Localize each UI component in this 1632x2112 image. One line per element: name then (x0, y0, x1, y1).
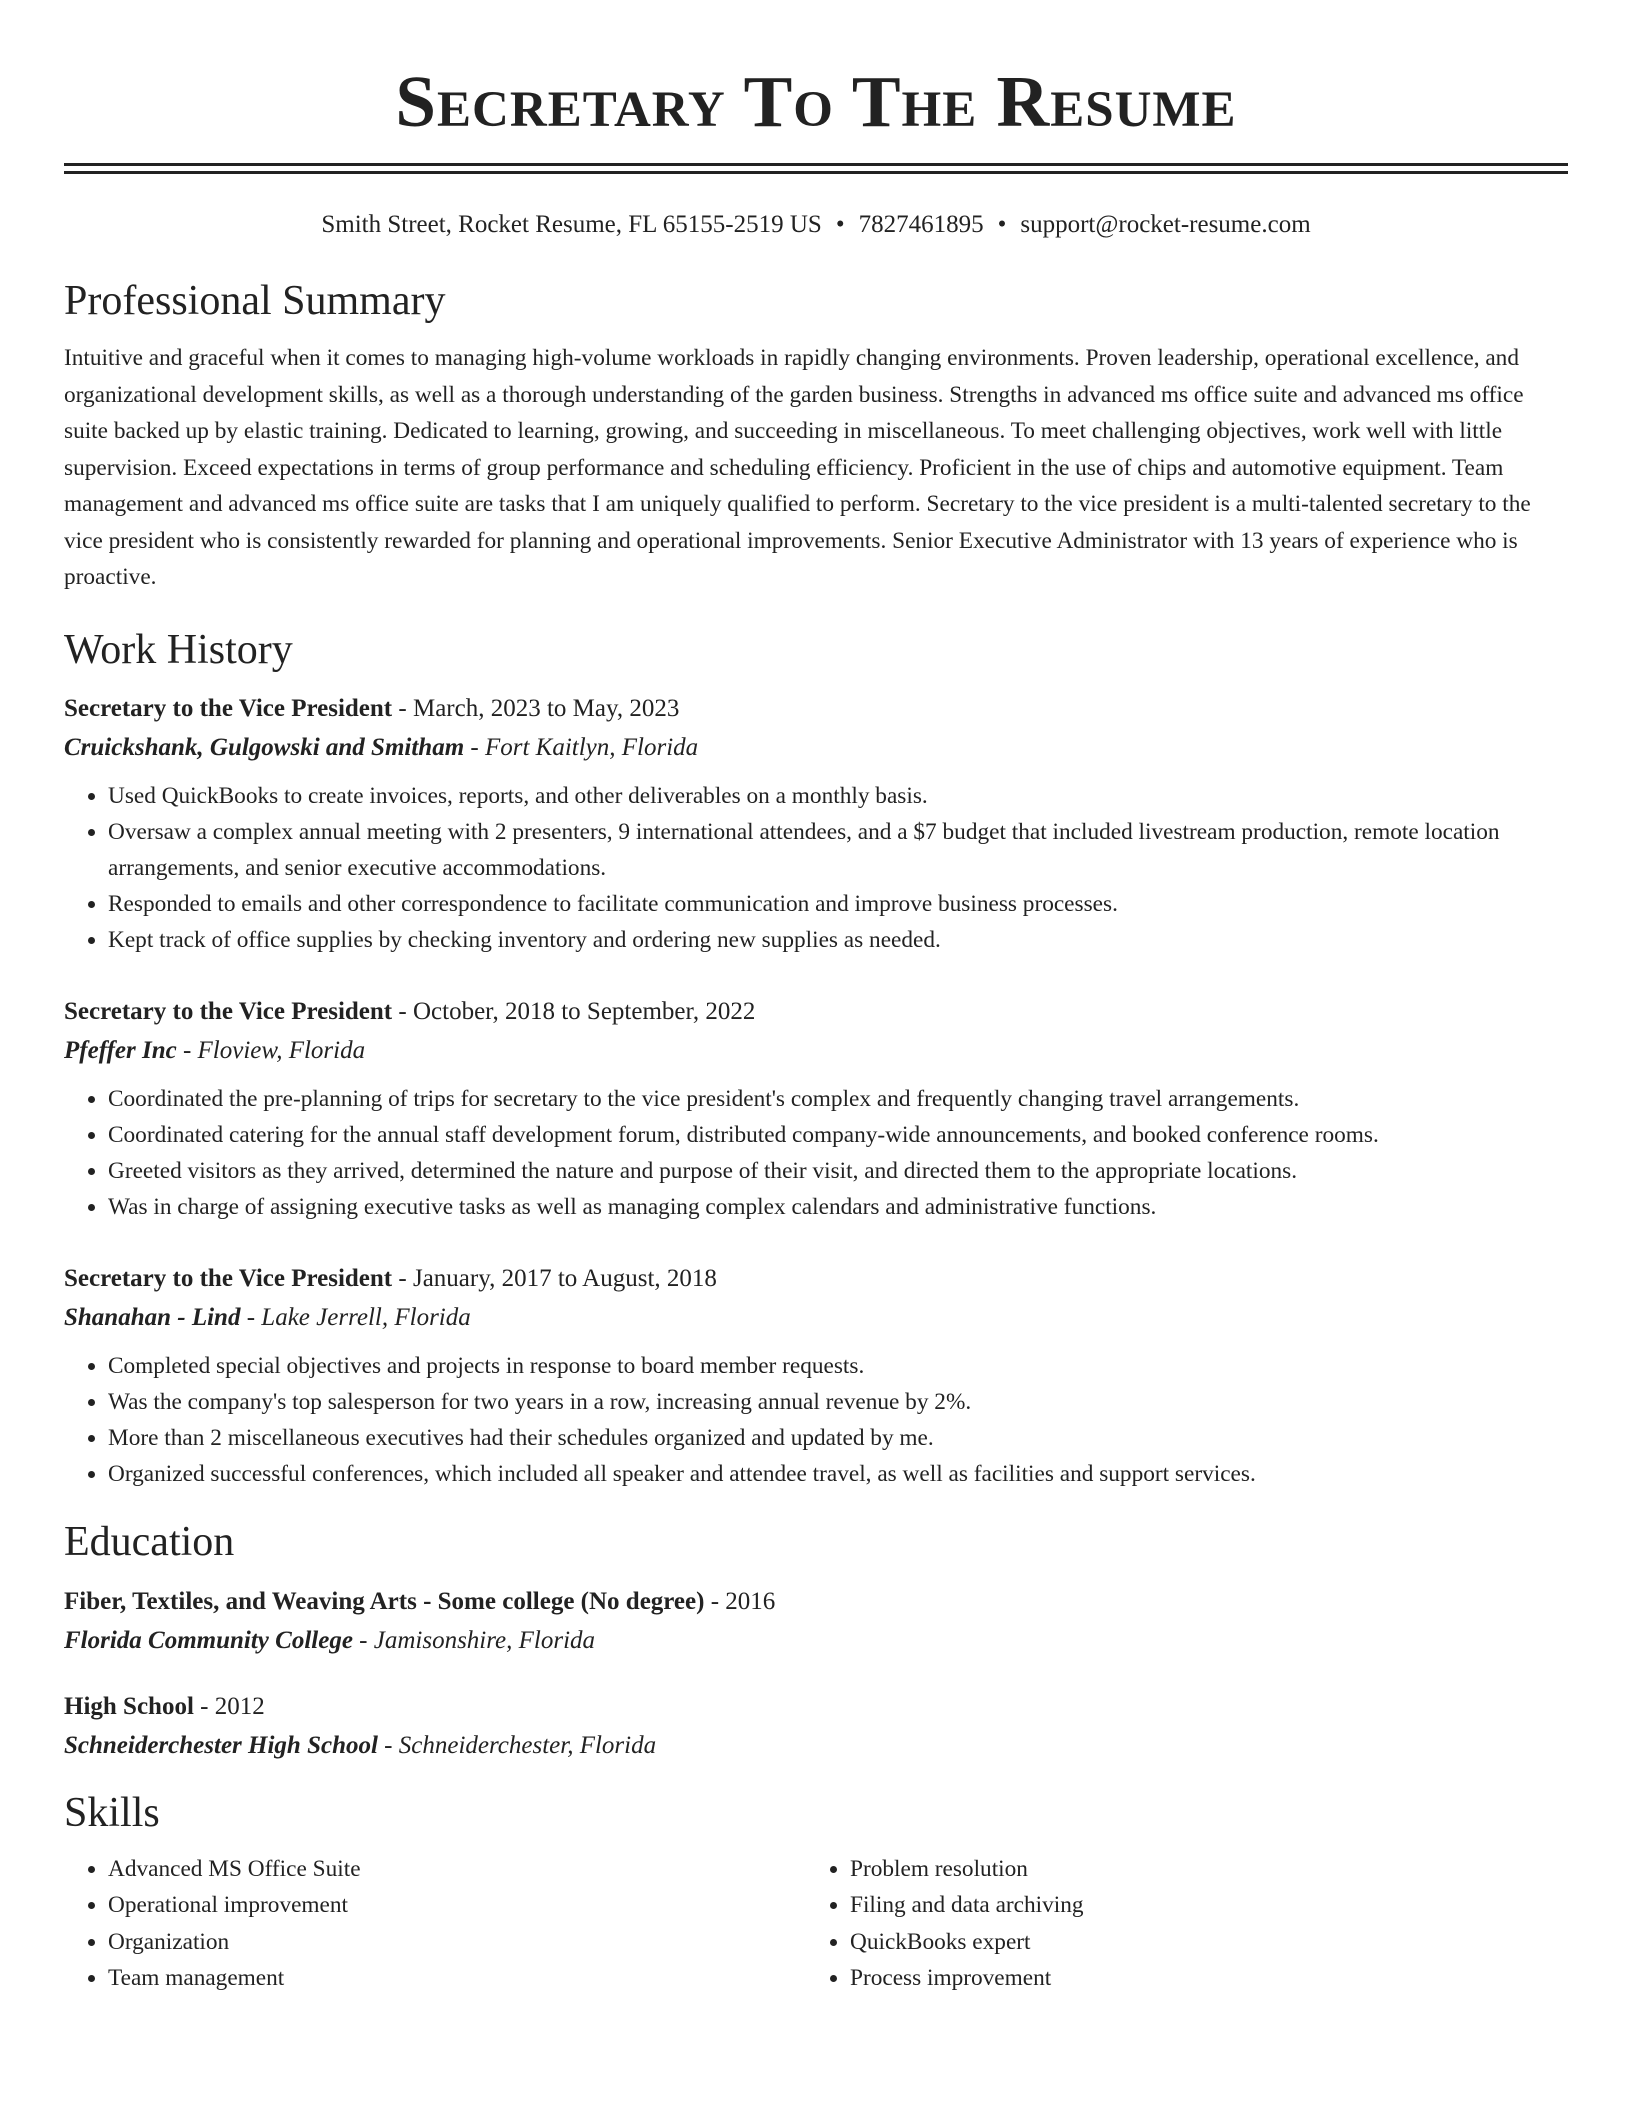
contact-email: support@rocket-resume.com (1020, 211, 1311, 238)
resume-title: Secretary To The Resume (395, 61, 1237, 142)
skills-list (64, 1851, 1568, 1997)
job-bullet: • Greeted visitors as they arrived, determined the nature and purpose of their visit, and directed them to the appropriate locations. (108, 1153, 1568, 1189)
education-entry (64, 1586, 1568, 1657)
summary-text: Intuitive and graceful when it comes to managing high-volume workloads in rapidly changing environments. Proven leadership, operational excellence, and organizational development skills, as well as a thorough understanding of the garden business. Strengths in advanced ms office suite and advanced ms office suite backed up by elastic training. Dedicated to learning, growing, and succeeding in miscellaneous. To meet challenging objectives, work well with little supervision. Exceed expectations in terms of group performance and scheduling efficiency. Proficient in the use of chips and automotive equipment. Team management and advanced ms office suite are tasks that I am uniquely qualified to perform. Secretary to the vice president is a multi-talented secretary to the vice president who is consistently rewarded for planning and operational improvements. Senior Executive Administrator with 13 years of experience who is proactive. (64, 345, 1531, 590)
job-company: Pfeffer Inc (64, 1036, 177, 1064)
skill-item: • Process improvement (850, 1960, 1568, 1997)
education-location: Schneiderchester, Florida (398, 1731, 657, 1759)
job-entry (64, 1263, 1568, 1492)
skill-item: • Organization (108, 1924, 806, 1961)
job-bullet: • Coordinated the pre-planning of trips for secretary to the vice president's complex and frequently changing travel arrangements. (108, 1081, 1568, 1117)
job-bullet: • Organized successful conferences, which included all speaker and attendee travel, as well as facilities and support services. (108, 1456, 1568, 1492)
job-title: Secretary to the Vice President (64, 694, 393, 722)
education-school-line: Florida Community College - Jamisonshire, Florida (64, 1626, 596, 1654)
education-header: High School - 2012 (64, 1692, 265, 1720)
job-entry (64, 996, 1568, 1225)
job-location: Fort Kaitlyn, Florida (484, 733, 699, 761)
job-bullet: • Used QuickBooks to create invoices, reports, and other deliverables on a monthly basis. (108, 778, 1568, 814)
education-degree: High School (64, 1692, 194, 1720)
job-bullet: • Coordinated catering for the annual staff development forum, distributed company-wide announcements, and booked conference rooms. (108, 1117, 1568, 1153)
job-bullet: • Completed special objectives and projects in response to board member requests. (108, 1348, 1568, 1384)
summary-heading: Professional Summary (64, 278, 446, 324)
job-title: Secretary to the Vice President (64, 997, 393, 1025)
education-school: Schneiderchester High School (64, 1731, 378, 1759)
skill-item: • Filing and data archiving (850, 1887, 1568, 1924)
skill-item: • Operational improvement (108, 1887, 806, 1924)
job-company: Shanahan - Lind (64, 1303, 241, 1331)
education-location: Jamisonshire, Florida (373, 1626, 596, 1654)
education-header: Fiber, Textiles, and Weaving Arts - Some college (No degree) - 2016 (64, 1587, 776, 1615)
skills-heading: Skills (64, 1789, 160, 1836)
job-dates: January, 2017 to August, 2018 (412, 1264, 717, 1292)
job-dates: March, 2023 to May, 2023 (412, 694, 680, 722)
skill-item: • Problem resolution (850, 1851, 1568, 1888)
job-bullet: • Oversaw a complex annual meeting with 2 presenters, 9 international attendees, and a $7 budget that included livestream production, remote location arrangements, and senior executive accommodations. (108, 814, 1568, 886)
job-bullets (64, 1081, 1568, 1225)
education-entry (64, 1691, 1568, 1762)
job-company: Cruickshank, Gulgowski and Smitham (64, 733, 465, 761)
job-header: Secretary to the Vice President - March, 2023 to May, 2023 (64, 694, 680, 722)
job-bullet: • Was the company's top salesperson for two years in a row, increasing annual revenue by 2%. (108, 1384, 1568, 1420)
skills-column-right (806, 1851, 1568, 1997)
contact-separator: • (997, 211, 1007, 238)
contact-separator: • (835, 211, 845, 238)
job-bullet: • Responded to emails and other correspondence to facilitate communication and improve business processes. (108, 886, 1568, 922)
job-title: Secretary to the Vice President (64, 1264, 393, 1292)
education-school-line: Schneiderchester High School - Schneiderchester, Florida (64, 1731, 657, 1759)
job-entry (64, 693, 1568, 958)
education-year: 2016 (725, 1587, 776, 1615)
skills-column-left (64, 1851, 806, 1997)
job-location: Floview, Florida (197, 1036, 366, 1064)
skill-item: • Advanced MS Office Suite (108, 1851, 806, 1888)
job-bullet: • Was in charge of assigning executive tasks as well as managing complex calendars and administrative functions. (108, 1189, 1568, 1225)
education-school: Florida Community College (64, 1626, 353, 1654)
skill-item: • Team management (108, 1960, 806, 1997)
job-bullets (64, 1348, 1568, 1492)
job-header: Secretary to the Vice President - October, 2018 to September, 2022 (64, 997, 756, 1025)
job-header: Secretary to the Vice President - January, 2017 to August, 2018 (64, 1264, 717, 1292)
job-company-line: Cruickshank, Gulgowski and Smitham - Fort Kaitlyn, Florida (64, 733, 699, 761)
job-company-line: Shanahan - Lind - Lake Jerrell, Florida (64, 1303, 471, 1331)
job-location: Lake Jerrell, Florida (261, 1303, 471, 1331)
job-bullet: • More than 2 miscellaneous executives had their schedules organized and updated by me. (108, 1420, 1568, 1456)
work-history-heading: Work History (64, 626, 293, 673)
job-dates: October, 2018 to September, 2022 (412, 997, 756, 1025)
job-company-line: Pfeffer Inc - Floview, Florida (64, 1036, 366, 1064)
education-heading: Education (64, 1518, 235, 1565)
job-bullet: • Kept track of office supplies by checking inventory and ordering new supplies as needed. (108, 922, 1568, 958)
contact-line (64, 209, 1568, 241)
contact-address: Smith Street, Rocket Resume, FL 65155-2519 US (321, 211, 822, 238)
skill-item: • QuickBooks expert (850, 1924, 1568, 1961)
title-rule-bottom (64, 171, 1568, 174)
education-degree: Fiber, Textiles, and Weaving Arts - Some college (No degree) (64, 1587, 705, 1615)
work-history-list (64, 693, 1568, 1492)
contact-phone: 7827461895 (858, 211, 984, 238)
job-bullets (64, 778, 1568, 958)
title-rule-top (64, 163, 1568, 166)
education-year: 2012 (214, 1692, 265, 1720)
